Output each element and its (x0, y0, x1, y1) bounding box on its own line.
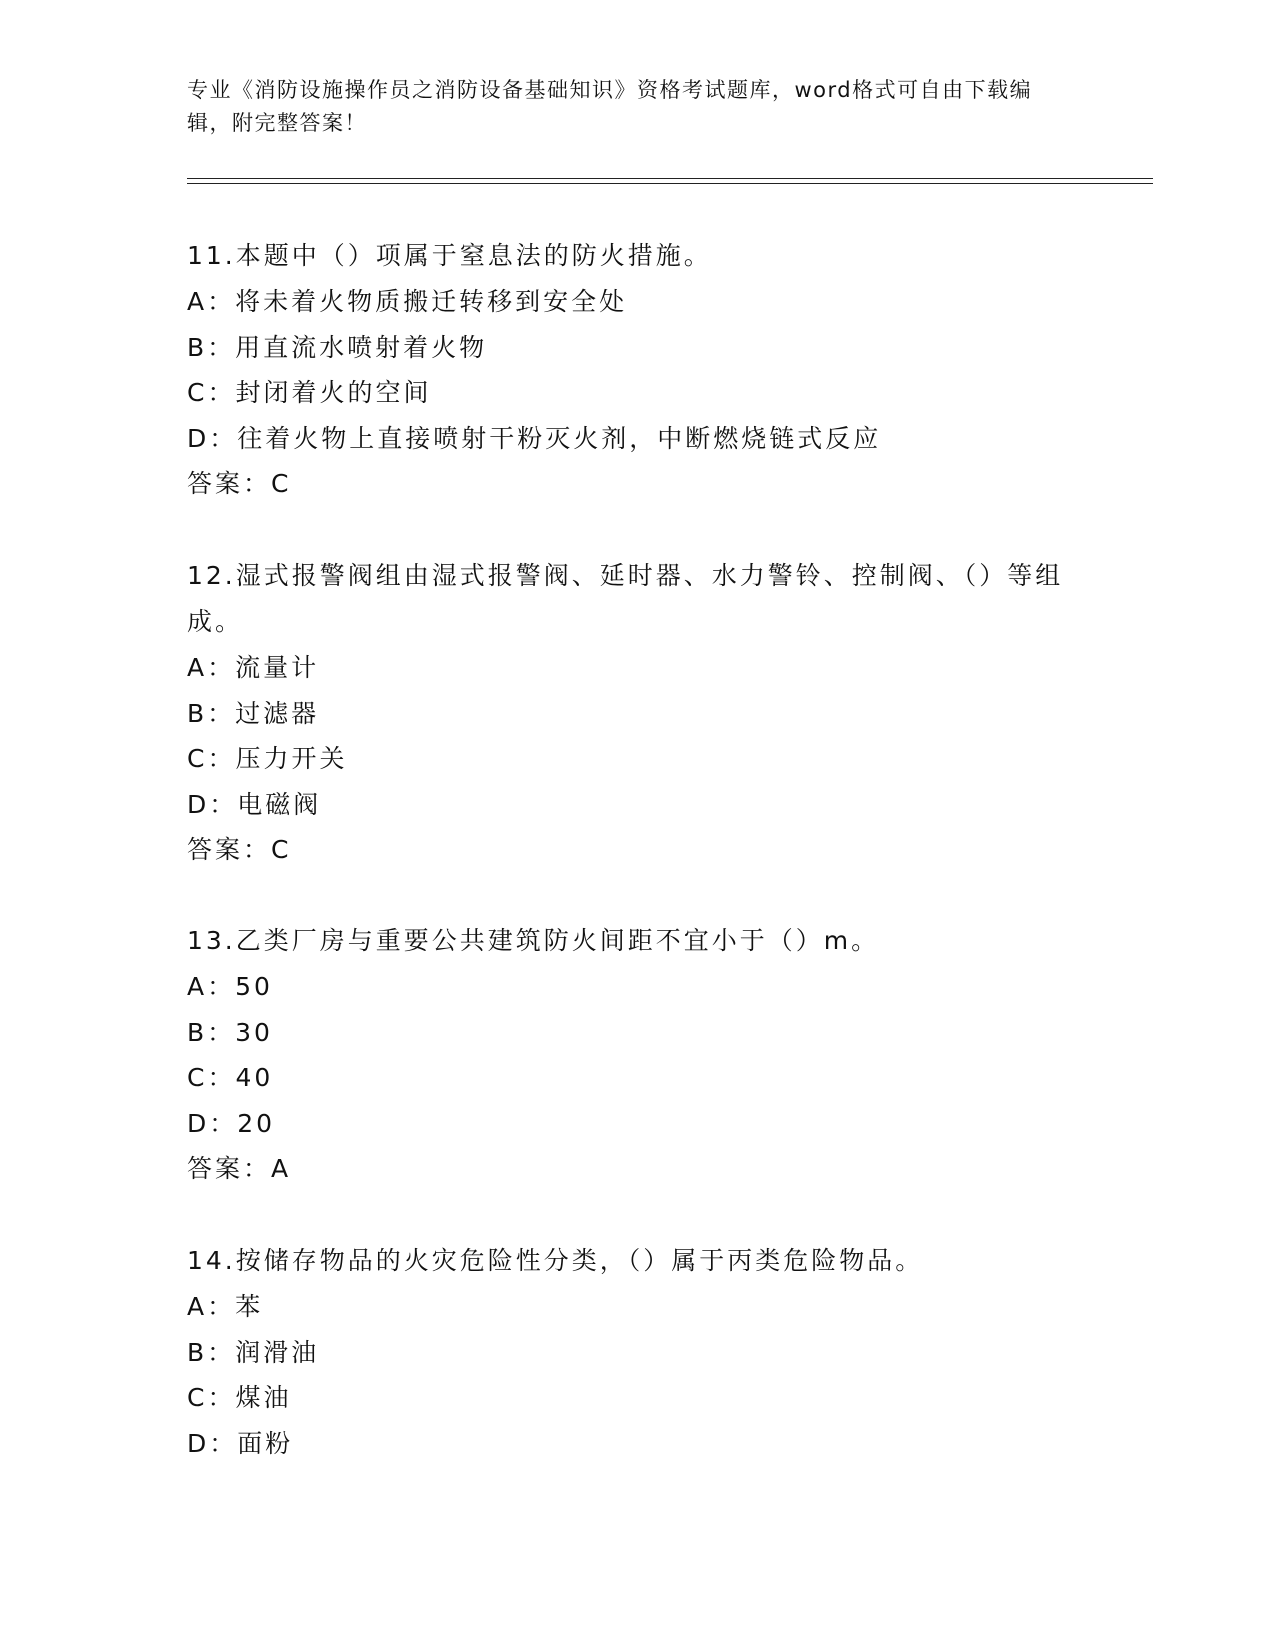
answer: 答案：C (187, 835, 292, 864)
option-a: A：苯 (187, 1292, 264, 1321)
option-c: C：煤油 (187, 1383, 292, 1412)
option-c: C：压力开关 (187, 744, 348, 773)
question-11 (187, 233, 1087, 507)
option-b: B：过滤器 (187, 698, 320, 728)
option-d: D：面粉 (187, 1428, 294, 1458)
question-14 (187, 1238, 1087, 1466)
option-d: D：20 (187, 1108, 276, 1138)
question-stem: 11.本题中（）项属于窒息法的防火措施。 (187, 241, 712, 270)
question-13 (187, 918, 1087, 1192)
option-a: A：将未着火物质搬迁转移到安全处 (187, 287, 628, 316)
question-stem: 14.按储存物品的火灾危险性分类，（）属于丙类危险物品。 (187, 1246, 924, 1275)
header-divider-bottom (187, 183, 1153, 184)
question-stem: 12.湿式报警阀组由湿式报警阀、延时器、水力警铃、控制阀、（）等组成。 (187, 561, 1064, 636)
option-a: A：50 (187, 972, 273, 1001)
answer: 答案：C (187, 469, 292, 498)
document-header: 专业《消防设施操作员之消防设备基础知识》资格考试题库，word格式可自由下载编辑，附完整答案！ (187, 78, 1033, 135)
option-a: A：流量计 (187, 653, 320, 682)
question-12 (187, 553, 1087, 873)
option-b: B：润滑油 (187, 1337, 320, 1367)
header-divider-top (187, 178, 1153, 179)
option-b: B：30 (187, 1017, 273, 1047)
answer: 答案：A (187, 1154, 292, 1183)
option-d: D：往着火物上直接喷射干粉灭火剂，中断燃烧链式反应 (187, 423, 882, 453)
option-d: D：电磁阀 (187, 789, 322, 819)
option-c: C：封闭着火的空间 (187, 378, 432, 407)
question-stem: 13.乙类厂房与重要公共建筑防火间距不宜小于（）m。 (187, 926, 880, 955)
option-c: C：40 (187, 1063, 274, 1092)
option-b: B：用直流水喷射着火物 (187, 332, 488, 362)
